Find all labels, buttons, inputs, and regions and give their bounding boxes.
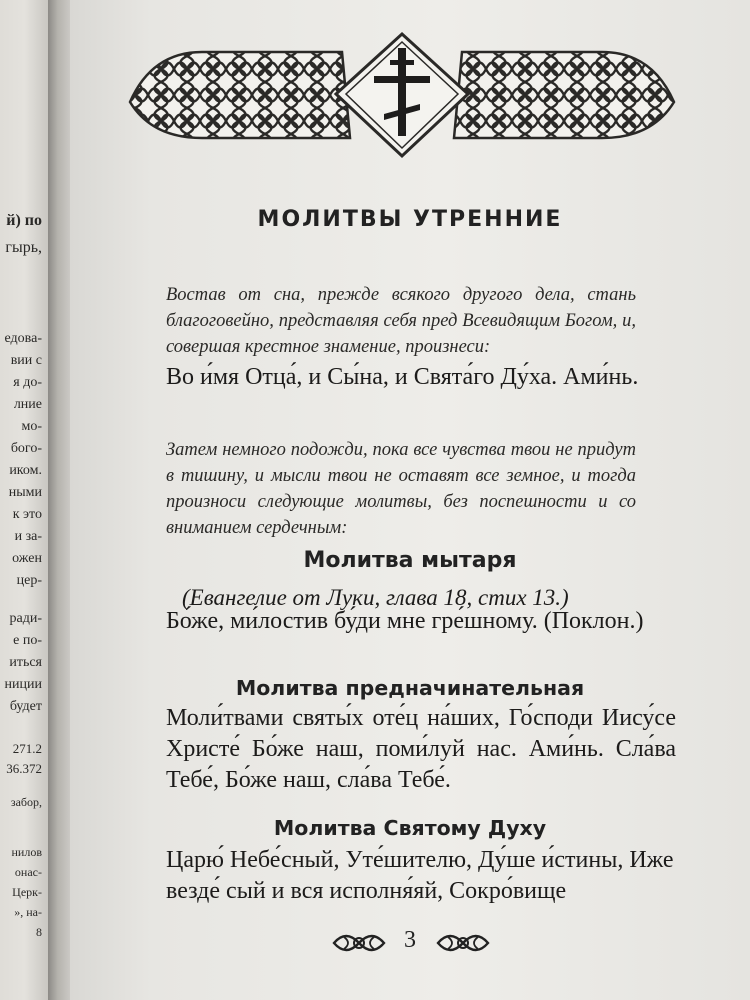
publican-prayer-source: (Евангелие от Луки, глава 18, стих 13.) <box>182 585 569 610</box>
left-text-fragment: ными <box>8 485 42 500</box>
book-page <box>70 0 750 1000</box>
invocation-text: Во и́мя Отца́, и Сы́на, и Свята́го Ду́ха. Ами́нь. <box>166 364 639 390</box>
left-text-fragment: Церк- <box>12 885 42 899</box>
holy-spirit-prayer-text: Царю́ Небе́сный, Уте́шителю, Ду́ше и́стины, Иже везде́ сый и вся исполня́яй, Сокро́вище <box>166 847 674 904</box>
left-text-fragment: иться <box>9 655 42 670</box>
publican-prayer-text: Бо́же, ми́лостив бу́ди мне гре́шному. (Поклон.) <box>166 608 644 634</box>
knot-ornament-icon <box>436 929 490 957</box>
knot-ornament-icon <box>332 929 386 957</box>
left-text-fragment: едова- <box>4 331 42 346</box>
initial-prayer-text: Моли́твами святы́х оте́ц на́ших, Го́споди Иису́се Христе́ Бо́же наш, поми́луй нас. Ами́нь. Сла́ва Тебе́, Бо́же наш, сла́ва Тебе́. <box>166 705 676 793</box>
left-text-fragment: й) по <box>6 212 42 229</box>
left-text-fragment: вии с <box>10 353 42 368</box>
left-text-fragment: бого- <box>10 441 42 456</box>
left-text-fragment: 8 <box>36 925 42 939</box>
left-text-fragment: ожен <box>12 551 42 566</box>
publican-prayer-heading: Молитва мытаря <box>303 548 517 573</box>
left-text-fragment: е по- <box>13 633 42 648</box>
intro-rubric: Востав от сна, прежде всякого другого дела, стань благоговейно, представляя себя пред Всевидящим Богом, и, совершая крестное знамение, произнеси: <box>166 285 636 357</box>
page-title: МОЛИТВЫ УТРЕННИЕ <box>257 207 563 232</box>
celtic-knot-with-orthodox-cross-icon <box>122 30 682 160</box>
left-text-fragment: нилов <box>11 845 42 859</box>
left-text-fragment: ради- <box>9 611 42 626</box>
page-number: 3 <box>404 927 416 953</box>
page-footer <box>70 925 750 961</box>
left-text-fragment: цер- <box>16 573 42 588</box>
left-text-fragment: и за- <box>14 529 42 544</box>
left-text-fragment: мо- <box>21 419 42 434</box>
left-text-fragment: ниции <box>4 677 42 692</box>
initial-prayer-heading: Молитва предначинательная <box>235 676 585 700</box>
preparation-rubric: Затем немного подожди, пока все чувства твои не придут в тишину, и мысли твои не оставят все земное, и тогда произноси следующие молитвы, без поспешности и со вниманием сердечным: <box>166 440 636 538</box>
left-text-fragment: иком. <box>9 463 42 478</box>
left-text-fragment: лние <box>13 397 42 412</box>
left-facing-page <box>0 0 48 1000</box>
left-text-fragment: к это <box>12 507 42 522</box>
left-text-fragment: 36.372 <box>6 761 42 776</box>
left-text-fragment: будет <box>9 699 42 714</box>
left-text-fragment: я до- <box>13 375 42 390</box>
left-text-fragment: », на- <box>14 905 42 919</box>
left-text-fragment: забор, <box>10 795 42 809</box>
left-text-fragment: 271.2 <box>12 741 42 756</box>
left-text-fragment: онас- <box>14 865 42 879</box>
left-text-fragment: гырь, <box>5 239 42 256</box>
holy-spirit-prayer-heading: Молитва Святому Духу <box>273 816 547 840</box>
book-spine <box>48 0 72 1000</box>
